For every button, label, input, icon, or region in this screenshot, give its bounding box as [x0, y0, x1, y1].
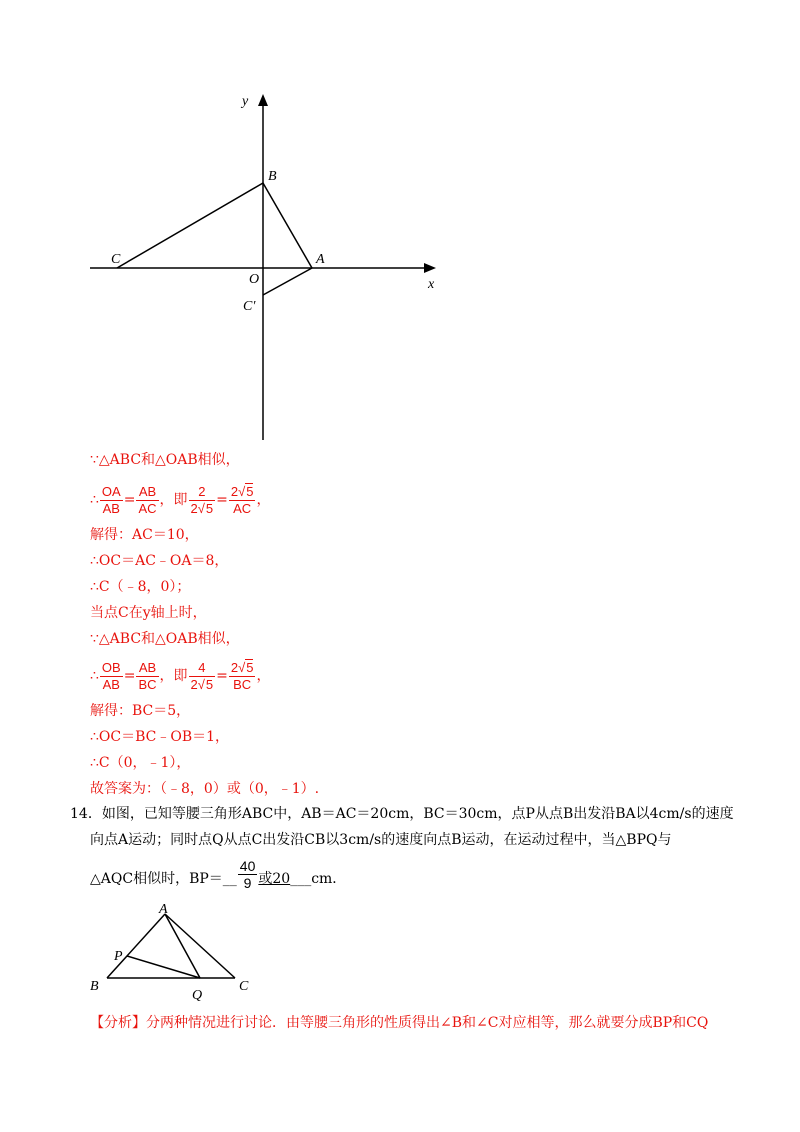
segment-ab — [107, 914, 165, 978]
analysis-text: 【分析】分两种情况进行讨论．由等腰三角形的性质得出∠B和∠C对应相等，那么就要分成BP和CQ — [90, 1015, 709, 1031]
label-a: A — [316, 252, 325, 267]
fraction-ob-ab: $\frac{OB}{AB}$ — [101, 659, 121, 692]
solution-line-5: ∴C（﹣8，0）； — [90, 579, 191, 595]
tri-label-b: B — [90, 979, 99, 994]
question-14-answer-line: △AQC相似时，BP＝__ $\frac{40}{9}$ 或20___cm． — [90, 858, 347, 891]
fraction-2-over-2root5: $\frac{2}{2√5}$ — [190, 483, 214, 516]
answer-fraction-40-9: $\frac{40}{9}$ — [239, 858, 256, 891]
solution-line-11: ∴C（0，﹣1）， — [90, 755, 191, 771]
solution-line-3: 解得：AC＝10， — [90, 527, 199, 543]
fraction-2root5-over-bc: $\frac{2√5}{BC}$ — [230, 659, 254, 692]
fraction-2root5-over-ac: $\frac{2√5}{AC}$ — [230, 483, 254, 516]
label-c-prime: C′ — [243, 299, 256, 314]
question-14-line-1: 14．如图，已知等腰三角形ABC中，AB＝AC＝20cm，BC＝30cm，点P从点B出发沿BA以4cm/s的速度 — [70, 806, 734, 822]
segment-ac-prime — [263, 268, 312, 295]
coordinate-figure — [80, 88, 450, 448]
solution-line-7: ∵△ABC和△OAB相似， — [90, 631, 240, 647]
solution-line-10: ∴OC＝BC﹣OB＝1， — [90, 729, 230, 745]
segment-ac — [165, 914, 235, 978]
solution-line-2: ∴ $\frac{OA}{AB}$ = $\frac{AB}{AC}$ ，即 $\frac{2}{2√5}$ = $\frac{2√5}{AC}$ ， — [90, 483, 271, 516]
fraction-oa-ab: $\frac{OA}{AB}$ — [101, 483, 121, 516]
solution-line-8: ∴ $\frac{OB}{AB}$ = $\frac{AB}{BC}$ ，即 $\frac{4}{2√5}$ = $\frac{2√5}{BC}$ ， — [90, 659, 271, 692]
solution-answer-line: 故答案为：（﹣8，0）或（0，﹣1）. — [90, 781, 320, 797]
label-o: O — [249, 272, 260, 287]
triangle-figure — [85, 900, 260, 1005]
tri-label-q: Q — [192, 988, 203, 1003]
segment-cb — [117, 183, 263, 268]
label-y: y — [242, 94, 249, 109]
segment-ba — [263, 183, 312, 268]
solution-line-9: 解得：BC＝5， — [90, 703, 191, 719]
question-14-line-2: 向点A运动；同时点Q从点C出发沿CB以3cm/s的速度向点B运动，在运动过程中，当△BPQ与 — [90, 832, 672, 848]
tri-label-p: P — [114, 949, 123, 964]
fraction-4-over-2root5: $\frac{4}{2√5}$ — [190, 659, 214, 692]
solution-line-4: ∴OC＝AC﹣OA＝8， — [90, 553, 229, 569]
therefore-symbol: ∴ — [90, 492, 99, 508]
label-b: B — [268, 169, 277, 184]
label-c: C — [111, 252, 121, 267]
solution-line-6: 当点C在y轴上时， — [90, 605, 207, 621]
tri-label-c: C — [239, 979, 249, 994]
y-axis-arrow — [258, 94, 268, 106]
fraction-ab-bc: $\frac{AB}{BC}$ — [138, 659, 157, 692]
tri-label-a: A — [159, 902, 168, 917]
question-14 — [70, 801, 740, 853]
solution-line-1: ∵△ABC和△OAB相似， — [90, 452, 240, 468]
fraction-ab-ac: $\frac{AB}{AC}$ — [138, 483, 157, 516]
x-axis-arrow — [424, 263, 436, 273]
label-x: x — [428, 277, 435, 292]
